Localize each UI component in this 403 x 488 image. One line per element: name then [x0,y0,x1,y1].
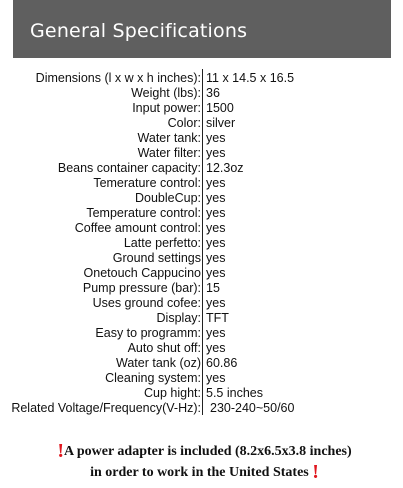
spec-label: Auto shut off: [127,341,201,355]
spec-row [0,131,403,146]
spec-row [0,206,403,221]
spec-value: yes [206,131,226,145]
spec-value: 11 x 14.5 x 16.5 [206,71,295,85]
spec-value: yes [206,251,226,265]
spec-label: Pump pressure (bar): [82,281,201,295]
spec-value: yes [206,146,226,160]
spec-row [0,191,403,206]
spec-value: 230-240~50/60 [210,401,295,415]
spec-label: Cup hight: [144,386,201,400]
spec-label: Weight (lbs): [131,86,201,100]
spec-label: Cleaning system: [105,371,201,385]
spec-row [0,281,403,296]
spec-row [0,71,403,86]
spec-label: Input power: [132,101,201,115]
spec-row [0,236,403,251]
spec-label: Water tank: [137,131,201,145]
spec-value: silver [206,116,236,130]
spec-label: Coffee amount control: [74,221,201,235]
spec-label: Latte perfetto: [123,236,201,250]
note-text-1: A power adapter is included (8.2x6.5x3.8 inches) [64,444,352,459]
spec-row [0,266,403,281]
spec-label: Temerature control: [93,176,201,190]
spec-value: yes [206,296,226,310]
spec-value: yes [206,236,226,250]
spec-row [0,116,403,131]
spec-row [0,296,403,311]
spec-label: Easy to programm: [95,326,201,340]
page-title: General Specifications [13,0,391,58]
spec-row [0,371,403,386]
spec-label: Related Voltage/Frequency(V-Hz): [11,401,201,415]
spec-value: 1500 [206,101,234,115]
spec-value: yes [206,326,226,340]
spec-row [0,356,403,371]
spec-label: Water filter: [137,146,201,160]
spec-row [0,101,403,116]
spec-label: Ground settings [112,251,201,265]
spec-row [0,251,403,266]
note-line-1 [0,441,403,462]
spec-label: Temperature control: [86,206,201,220]
spec-row [0,161,403,176]
spec-label: Dimensions (l x w x h inches): [35,71,201,85]
spec-value: yes [206,191,226,205]
spec-row [0,146,403,161]
spec-row [0,401,403,416]
spec-row [0,86,403,101]
spec-row [0,386,403,401]
spec-value: yes [206,341,226,355]
spec-label: Color: [167,116,201,130]
spec-label: Beans container capacity: [57,161,201,175]
spec-label: DoubleCup: [134,191,201,205]
spec-table [0,71,403,416]
spec-label: Display: [156,311,201,325]
spec-row [0,221,403,236]
note-text-2: in order to work in the United States [90,465,309,480]
spec-value: 36 [206,86,220,100]
spec-value: 15 [206,281,220,295]
spec-row [0,176,403,191]
spec-value: yes [206,176,226,190]
spec-label: Onetouch Cappucino [83,266,201,280]
spec-value: TFT [206,311,229,325]
spec-value: yes [206,371,226,385]
note-line-2 [0,462,403,483]
spec-label: Water tank (oz) [116,356,201,370]
spec-row [0,326,403,341]
spec-label: Uses ground cofee: [92,296,201,310]
power-adapter-note [0,441,403,483]
spec-value: yes [206,206,226,220]
spec-row [0,341,403,356]
exclamation-icon: ! [312,461,319,483]
spec-value: yes [206,221,226,235]
spec-row [0,311,403,326]
spec-value: 5.5 inches [206,386,263,400]
spec-value: yes [206,266,226,280]
spec-value: 12.3oz [206,161,244,175]
spec-value: 60.86 [206,356,238,370]
exclamation-icon: ! [57,440,64,462]
